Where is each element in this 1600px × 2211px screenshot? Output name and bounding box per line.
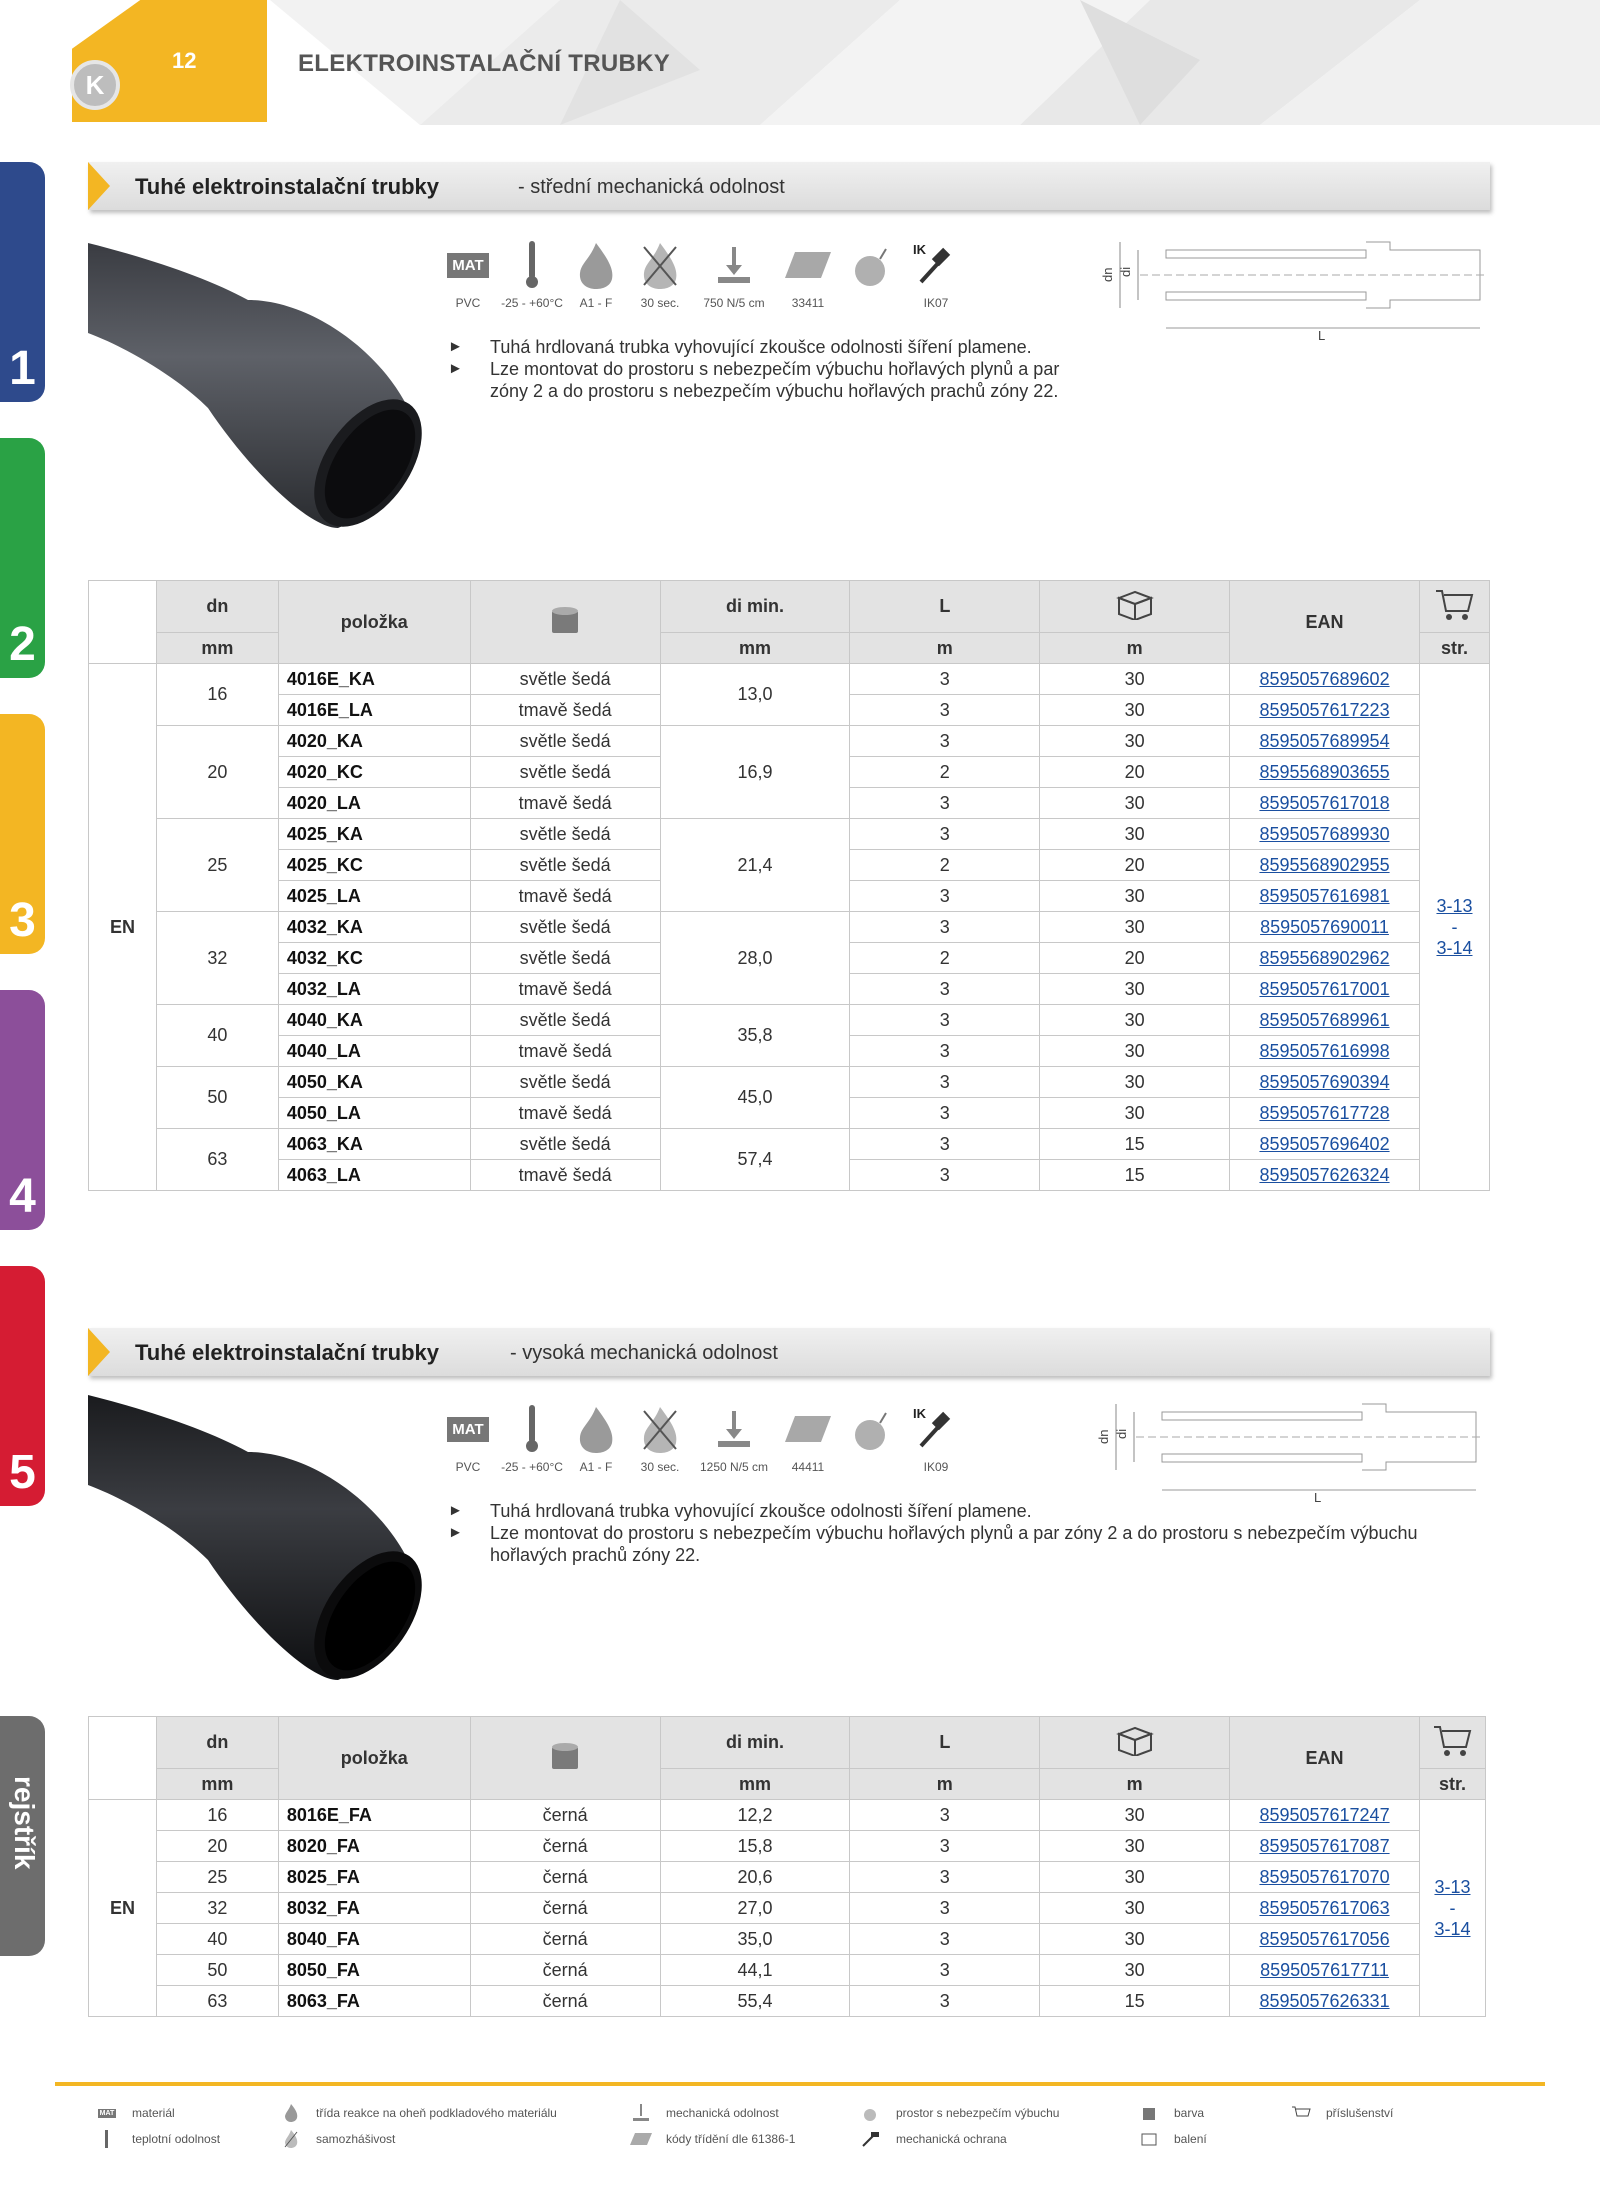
- cell-item: 4050_KA: [278, 1067, 470, 1098]
- cell-color: světle šedá: [470, 1129, 660, 1160]
- side-tab-1[interactable]: 1: [0, 162, 45, 402]
- cell-color: světle šedá: [470, 664, 660, 695]
- cell-item: 8032_FA: [278, 1893, 470, 1924]
- col-pack: [1040, 581, 1230, 633]
- impact-protection-icon: IK IK07: [913, 242, 949, 310]
- section2-title: Tuhé elektroinstalační trubky: [135, 1340, 440, 1365]
- cell-item: 4016E_KA: [278, 664, 470, 695]
- cell-di: 45,0: [660, 1067, 850, 1129]
- section1-icon-strip: [436, 238, 968, 310]
- col-di: di min.: [660, 581, 850, 633]
- mechanical-resistance-icon: [630, 2104, 652, 2122]
- table-row: [89, 1005, 1490, 1036]
- cell-item: 4020_KC: [278, 757, 470, 788]
- cell-item: 4040_KA: [278, 1005, 470, 1036]
- cell-di: 35,0: [660, 1924, 850, 1955]
- ean-link[interactable]: 8595057626331: [1230, 1986, 1420, 2017]
- cell-item: 4020_LA: [278, 788, 470, 819]
- cell-di: 16,9: [660, 726, 850, 819]
- cell-length: 3: [850, 788, 1040, 819]
- cell-color: světle šedá: [470, 726, 660, 757]
- ean-link[interactable]: 8595057616998: [1230, 1036, 1420, 1067]
- cell-length: 3: [850, 1800, 1040, 1831]
- page-ref-link[interactable]: 3-13 - 3-14: [1419, 1800, 1485, 2017]
- cell-length: 2: [850, 850, 1040, 881]
- cell-length: 3: [850, 1924, 1040, 1955]
- cell-length: 3: [850, 881, 1040, 912]
- legend-self-extinguishing: samozhášivost: [280, 2130, 395, 2148]
- section1-dimension-diagram: [1100, 232, 1490, 342]
- bullet-item: ► Tuhá hrdlovaná trubka vyhovující zkoušce odolnosti šíření plamene.: [448, 1500, 1468, 1522]
- side-tab-index[interactable]: rejstřík: [0, 1716, 45, 1956]
- bullet-item: ► Tuhá hrdlovaná trubka vyhovující zkoušce odolnosti šíření plamene.: [448, 336, 1088, 358]
- cell-pack: 30: [1040, 1893, 1230, 1924]
- cell-pack: 30: [1040, 1036, 1230, 1067]
- material-icon: MAT PVC: [436, 1402, 500, 1474]
- cell-di: 20,6: [660, 1862, 850, 1893]
- table-row: [89, 1800, 1486, 1831]
- banner-arrow-icon: [88, 1328, 110, 1376]
- cell-item: 4063_KA: [278, 1129, 470, 1160]
- cell-length: 3: [850, 1986, 1040, 2017]
- cell-di: 35,8: [660, 1005, 850, 1067]
- cell-pack: 30: [1040, 819, 1230, 850]
- ean-link[interactable]: 8595057617018: [1230, 788, 1420, 819]
- cell-di: 13,0: [660, 664, 850, 726]
- cell-length: 3: [850, 1893, 1040, 1924]
- cell-di: 15,8: [660, 1831, 850, 1862]
- footer-divider: [55, 2082, 1545, 2086]
- legend-accessories: příslušenství: [1290, 2104, 1393, 2122]
- ean-link[interactable]: 8595057690394: [1230, 1067, 1420, 1098]
- cart-icon: [1290, 2104, 1312, 2122]
- self-extinguishing-icon: 30 sec.: [628, 1402, 692, 1474]
- cell-pack: 30: [1040, 695, 1230, 726]
- cell-color: světle šedá: [470, 912, 660, 943]
- cell-di: 27,0: [660, 1893, 850, 1924]
- svg-text:dn: dn: [1100, 267, 1115, 282]
- legend-explosion: prostor s nebezpečím výbuchu: [860, 2104, 1059, 2122]
- ean-link[interactable]: 8595057617056: [1230, 1924, 1420, 1955]
- cell-length: 3: [850, 1160, 1040, 1191]
- group-label: EN: [89, 664, 157, 1191]
- cell-length: 3: [850, 1862, 1040, 1893]
- cell-color: tmavě šedá: [470, 1160, 660, 1191]
- cell-pack: 30: [1040, 664, 1230, 695]
- cell-color: černá: [470, 1862, 660, 1893]
- cell-item: 4032_LA: [278, 974, 470, 1005]
- flame-icon: A1 - F: [564, 1402, 628, 1474]
- thermometer-icon: [96, 2130, 118, 2148]
- cell-pack: 30: [1040, 1098, 1230, 1129]
- side-tab-3[interactable]: 3: [0, 714, 45, 954]
- svg-text:IK: IK: [913, 1406, 926, 1421]
- cell-dn: 25: [156, 819, 278, 912]
- table-row: [89, 819, 1490, 850]
- cell-pack: 30: [1040, 726, 1230, 757]
- cell-color: tmavě šedá: [470, 974, 660, 1005]
- table-row: [89, 1129, 1490, 1160]
- table-row: [89, 1893, 1486, 1924]
- cell-length: 3: [850, 1098, 1040, 1129]
- cell-dn: 25: [156, 1862, 278, 1893]
- banner-arrow-icon: [88, 162, 110, 210]
- explosion-icon: [840, 1402, 904, 1474]
- material-icon: MAT: [99, 2109, 115, 2117]
- cell-dn: 63: [156, 1986, 278, 2017]
- col-item: položka: [278, 1717, 470, 1800]
- table-row: [89, 1067, 1490, 1098]
- cell-pack: 15: [1040, 1986, 1230, 2017]
- cell-pack: 30: [1040, 1005, 1230, 1036]
- cell-length: 3: [850, 664, 1040, 695]
- cell-item: 8063_FA: [278, 1986, 470, 2017]
- cell-dn: 16: [156, 664, 278, 726]
- cell-item: 4025_KA: [278, 819, 470, 850]
- cell-color: černá: [470, 1986, 660, 2017]
- cell-pack: 30: [1040, 1067, 1230, 1098]
- table-row: [89, 664, 1490, 695]
- impact-protection-icon: [860, 2130, 882, 2148]
- paint-bucket-icon: [548, 1741, 582, 1771]
- table-row: [89, 1924, 1486, 1955]
- cell-color: tmavě šedá: [470, 1098, 660, 1129]
- cell-di: 57,4: [660, 1129, 850, 1191]
- ean-link[interactable]: 8595568902962: [1230, 943, 1420, 974]
- page-number: 12: [172, 48, 197, 73]
- section1-bullets: [448, 336, 1088, 402]
- section1-banner: [88, 162, 1490, 210]
- cell-length: 3: [850, 1129, 1040, 1160]
- classification-icon: 44411: [776, 1402, 840, 1474]
- cell-color: černá: [470, 1831, 660, 1862]
- cell-dn: 20: [156, 1831, 278, 1862]
- page-title: ELEKTROINSTALAČNÍ TRUBKY: [298, 50, 671, 77]
- self-extinguishing-icon: 30 sec.: [628, 238, 692, 310]
- group-label: EN: [89, 1800, 157, 2017]
- col-accessory: [1419, 581, 1489, 633]
- cell-item: 8025_FA: [278, 1862, 470, 1893]
- ean-link[interactable]: 8595568903655: [1230, 757, 1420, 788]
- ean-link[interactable]: 8595057689930: [1230, 819, 1420, 850]
- col-pack: [1040, 1717, 1230, 1769]
- cell-item: 8040_FA: [278, 1924, 470, 1955]
- cell-length: 3: [850, 974, 1040, 1005]
- cell-dn: 32: [156, 1893, 278, 1924]
- material-icon: MAT PVC: [436, 238, 500, 310]
- ean-link[interactable]: 8595057616981: [1230, 881, 1420, 912]
- side-tab-2[interactable]: 2: [0, 438, 45, 678]
- cell-color: světle šedá: [470, 819, 660, 850]
- cell-dn: 20: [156, 726, 278, 819]
- cell-color: černá: [470, 1800, 660, 1831]
- section1-table: dn položka di min. L EAN mm mm m m str. EN 16 4016E_KA světle šedá 13,0 3 30 8595057689602 3-13 - 3-14 4016E_LA tmavě šedá 3 30 8595057617223 20 4020_KA světle šedá 16,9 3 30 8595057689954 4020_KC světle šedá 2 20 8595568903655 4020_LA tmavě šedá 3 30 8595057617018 25 4025_KA světle šedá 21,4 3 30 8595057689930 4025_KC světle šedá 2 20 8595568902955 4025_LA tmavě šedá 3 30 8595057616981 32 4032_KA světle šedá 28,0 3 30 8595057690011 4032_KC světle šedá 2 20 8595568902962 4032_LA tmavě šedá 3 30 8595057617001 40 4040_KA světle šedá 35,8 3 30 8595057689961 4040_LA tmavě šedá 3 30 8595057616998 50 4050_KA světle šedá 45,0 3 30 8595057690394 4050_LA tmavě šedá 3 30 8595057617728 63 4063_KA světle šedá 57,4 3 15 8595057696402 4063_LA tmavě šedá 3 15 8595057626324: [88, 580, 1490, 1191]
- section2-dimension-diagram: [1096, 1394, 1486, 1504]
- thermometer-icon: -25 - +60°C: [500, 1402, 564, 1474]
- svg-text:di: di: [1118, 266, 1133, 277]
- self-extinguishing-icon: [280, 2130, 302, 2148]
- cell-length: 3: [850, 1005, 1040, 1036]
- mechanical-resistance-icon: 1250 N/5 cm: [692, 1402, 776, 1474]
- cell-pack: 15: [1040, 1129, 1230, 1160]
- cell-pack: 30: [1040, 1831, 1230, 1862]
- cell-pack: 20: [1040, 757, 1230, 788]
- svg-text:IK: IK: [913, 242, 926, 257]
- col-accessory: [1419, 1717, 1485, 1769]
- cell-item: 4025_KC: [278, 850, 470, 881]
- cell-di: 21,4: [660, 819, 850, 912]
- ean-link[interactable]: 8595057689954: [1230, 726, 1420, 757]
- cell-pack: 15: [1040, 1160, 1230, 1191]
- cell-color: černá: [470, 1955, 660, 1986]
- ean-link[interactable]: 8595057689602: [1230, 664, 1420, 695]
- side-tab-5[interactable]: 5: [0, 1266, 45, 1506]
- cell-length: 3: [850, 1955, 1040, 1986]
- cell-di: 12,2: [660, 1800, 850, 1831]
- cell-pack: 30: [1040, 1924, 1230, 1955]
- col-length: L: [850, 581, 1040, 633]
- cell-dn: 40: [156, 1924, 278, 1955]
- cell-pack: 20: [1040, 943, 1230, 974]
- section1-subtitle: - střední mechanická odolnost: [518, 176, 785, 198]
- cell-length: 3: [850, 695, 1040, 726]
- legend-reaction: třída reakce na oheň podkladového materiálu: [280, 2104, 557, 2122]
- cell-item: 8050_FA: [278, 1955, 470, 1986]
- legend-temperature: teplotní odolnost: [96, 2130, 220, 2148]
- paint-bucket-icon: [548, 605, 582, 635]
- col-item: položka: [278, 581, 470, 664]
- pipe-image-grey: [88, 238, 428, 538]
- cell-length: 3: [850, 1067, 1040, 1098]
- cell-item: 4063_LA: [278, 1160, 470, 1191]
- legend-color: barva: [1138, 2104, 1204, 2122]
- cell-color: světle šedá: [470, 943, 660, 974]
- cell-length: 2: [850, 943, 1040, 974]
- svg-text:dn: dn: [1096, 1429, 1111, 1444]
- col-di: di min.: [660, 1717, 850, 1769]
- cell-length: 3: [850, 1036, 1040, 1067]
- cell-item: 4032_KA: [278, 912, 470, 943]
- table-row: [89, 1862, 1486, 1893]
- cell-item: 4020_KA: [278, 726, 470, 757]
- cell-item: 4050_LA: [278, 1098, 470, 1129]
- svg-text:di: di: [1114, 1428, 1129, 1439]
- legend-mechanical: mechanická odolnost: [630, 2104, 779, 2122]
- section2-icon-strip: [436, 1402, 968, 1474]
- ean-link[interactable]: 8595568902955: [1230, 850, 1420, 881]
- col-dn: dn: [156, 581, 278, 633]
- box-icon: [1115, 1724, 1155, 1756]
- table-row: [89, 912, 1490, 943]
- table-row: [89, 1986, 1486, 2017]
- explosion-icon: [840, 238, 904, 310]
- ean-link[interactable]: 8595057617001: [1230, 974, 1420, 1005]
- cell-color: černá: [470, 1893, 660, 1924]
- col-color: [470, 1717, 660, 1800]
- ean-link[interactable]: 8595057617711: [1230, 1955, 1420, 1986]
- cell-dn: 50: [156, 1067, 278, 1129]
- cell-color: světle šedá: [470, 757, 660, 788]
- flame-icon: [280, 2104, 302, 2122]
- section2-table: dn položka di min. L EAN mm mm m m str. EN 16 8016E_FA černá 12,2 3 30 8595057617247 3-13 - 3-14 20 8020_FA černá 15,8 3 30 8595057617087 25 8025_FA černá 20,6 3 30 8595057617070 32 8032_FA černá 27,0 3 30 8595057617063 40 8040_FA černá 35,0 3 30 8595057617056 50 8050_FA černá 44,1 3 30 8595057617711 63 8063_FA černá 55,4 3 15 8595057626331: [88, 1716, 1486, 2017]
- paint-bucket-icon: [1138, 2104, 1160, 2122]
- thermometer-icon: -25 - +60°C: [500, 238, 564, 310]
- cell-length: 3: [850, 912, 1040, 943]
- cell-pack: 30: [1040, 881, 1230, 912]
- legend-classification: kódy třídění dle 61386-1: [630, 2130, 795, 2148]
- section1-title: Tuhé elektroinstalační trubky: [135, 174, 440, 199]
- group-header-cell: [89, 1717, 157, 1800]
- cell-di: 28,0: [660, 912, 850, 1005]
- cell-length: 3: [850, 1831, 1040, 1862]
- cell-dn: 40: [156, 1005, 278, 1067]
- cell-length: 3: [850, 819, 1040, 850]
- cell-color: tmavě šedá: [470, 695, 660, 726]
- ean-link[interactable]: 8595057617087: [1230, 1831, 1420, 1862]
- brand-logo: K: [70, 60, 120, 110]
- cell-color: tmavě šedá: [470, 788, 660, 819]
- svg-text:L: L: [1318, 328, 1326, 342]
- col-ean: EAN: [1230, 1717, 1420, 1800]
- cart-icon: [1434, 587, 1474, 621]
- box-icon: [1115, 588, 1155, 620]
- cell-pack: 30: [1040, 1800, 1230, 1831]
- legend-impact: mechanická ochrana: [860, 2130, 1007, 2148]
- cell-item: 4032_KC: [278, 943, 470, 974]
- ean-link[interactable]: 8595057617223: [1230, 695, 1420, 726]
- cell-color: tmavě šedá: [470, 881, 660, 912]
- cell-length: 3: [850, 726, 1040, 757]
- cell-pack: 30: [1040, 1862, 1230, 1893]
- section2-bullets: [448, 1500, 1468, 1566]
- bullet-item: ► Lze montovat do prostoru s nebezpečím výbuchu hořlavých plynů a par zóny 2 a do prostoru s nebezpečím výbuchu hořlavých prachů zóny 22.: [448, 1522, 1468, 1566]
- cell-dn: 16: [156, 1800, 278, 1831]
- box-icon: [1138, 2130, 1160, 2148]
- flame-icon: A1 - F: [564, 238, 628, 310]
- cell-pack: 20: [1040, 850, 1230, 881]
- section2-banner: [88, 1328, 1490, 1376]
- legend-packaging: balení: [1138, 2130, 1207, 2148]
- ean-link[interactable]: 8595057689961: [1230, 1005, 1420, 1036]
- group-header-cell: [89, 581, 157, 664]
- cell-pack: 30: [1040, 912, 1230, 943]
- legend-material: MAT materiál: [96, 2104, 175, 2122]
- explosion-icon: [860, 2104, 882, 2122]
- cart-icon: [1432, 1723, 1472, 1757]
- cell-color: světle šedá: [470, 1067, 660, 1098]
- col-dn: dn: [156, 1717, 278, 1769]
- cell-item: 8020_FA: [278, 1831, 470, 1862]
- col-length: L: [850, 1717, 1040, 1769]
- cell-item: 4016E_LA: [278, 695, 470, 726]
- cell-dn: 32: [156, 912, 278, 1005]
- cell-dn: 50: [156, 1955, 278, 1986]
- cell-di: 55,4: [660, 1986, 850, 2017]
- ean-link[interactable]: 8595057617070: [1230, 1862, 1420, 1893]
- cell-di: 44,1: [660, 1955, 850, 1986]
- cell-item: 4025_LA: [278, 881, 470, 912]
- cell-item: 4040_LA: [278, 1036, 470, 1067]
- cell-color: světle šedá: [470, 850, 660, 881]
- ean-link[interactable]: 8595057696402: [1230, 1129, 1420, 1160]
- cell-color: tmavě šedá: [470, 1036, 660, 1067]
- page-ref-link[interactable]: 3-13 - 3-14: [1419, 664, 1489, 1191]
- pipe-image-black: [88, 1390, 428, 1690]
- mechanical-resistance-icon: 750 N/5 cm: [692, 238, 776, 310]
- ean-link[interactable]: 8595057617728: [1230, 1098, 1420, 1129]
- ean-link[interactable]: 8595057617247: [1230, 1800, 1420, 1831]
- table-row: [89, 726, 1490, 757]
- classification-icon: 33411: [776, 238, 840, 310]
- bullet-item: ► Lze montovat do prostoru s nebezpečím výbuchu hořlavých plynů a par zóny 2 a do prostoru s nebezpečím výbuchu hořlavých prachů zóny 22.: [448, 358, 1088, 402]
- side-tab-4[interactable]: 4: [0, 990, 45, 1230]
- cell-color: světle šedá: [470, 1005, 660, 1036]
- cell-length: 2: [850, 757, 1040, 788]
- col-color: [470, 581, 660, 664]
- impact-protection-icon: IK IK09: [913, 1406, 949, 1474]
- ean-link[interactable]: 8595057626324: [1230, 1160, 1420, 1191]
- ean-link[interactable]: 8595057617063: [1230, 1893, 1420, 1924]
- section2-subtitle: - vysoká mechanická odolnost: [510, 1342, 778, 1364]
- table-row: [89, 1955, 1486, 1986]
- cell-pack: 30: [1040, 974, 1230, 1005]
- cell-dn: 63: [156, 1129, 278, 1191]
- classification-icon: [630, 2130, 652, 2148]
- cell-item: 8016E_FA: [278, 1800, 470, 1831]
- cell-pack: 30: [1040, 788, 1230, 819]
- ean-link[interactable]: 8595057690011: [1230, 912, 1420, 943]
- svg-text:L: L: [1314, 1490, 1322, 1504]
- table-row: [89, 1831, 1486, 1862]
- col-ean: EAN: [1230, 581, 1420, 664]
- cell-pack: 30: [1040, 1955, 1230, 1986]
- cell-color: černá: [470, 1924, 660, 1955]
